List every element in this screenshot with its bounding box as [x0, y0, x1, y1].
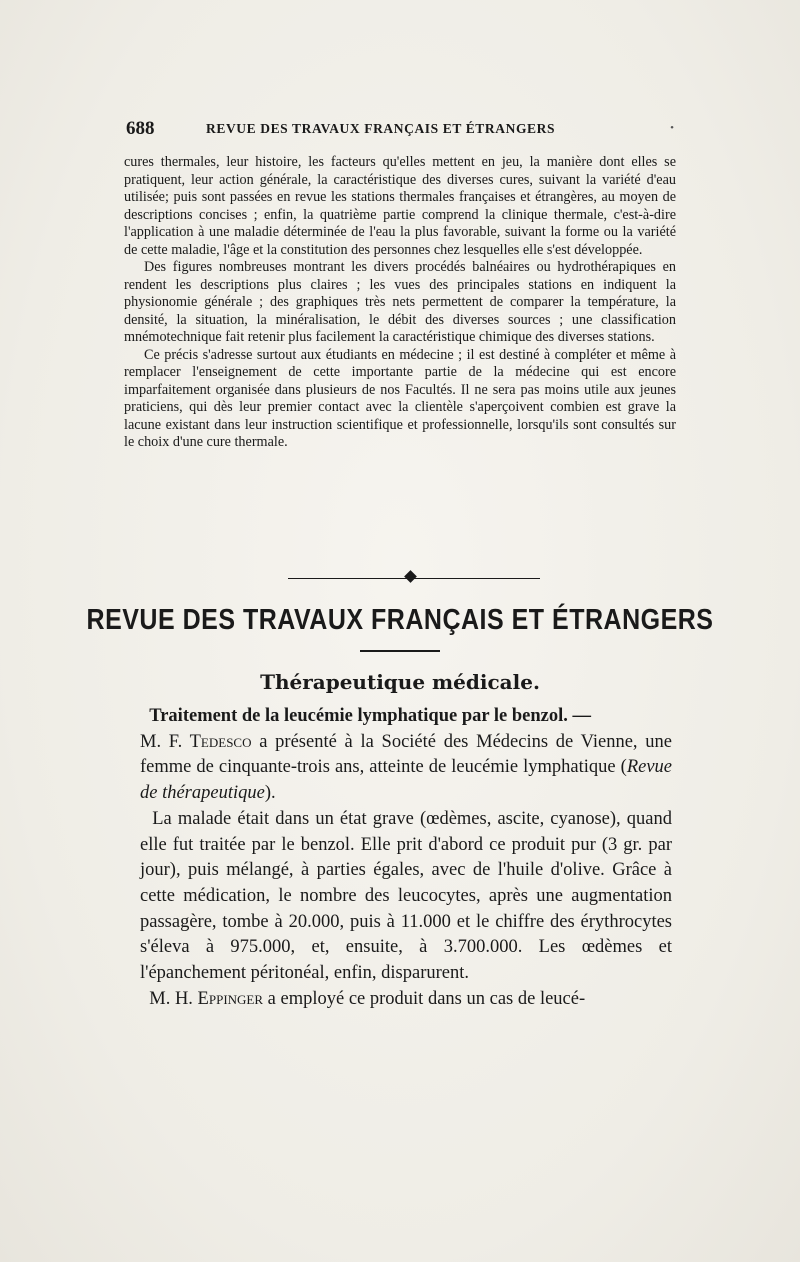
intro-paragraph-2: Des figures nombreuses montrant les divers procédés balnéaires ou hydrothérapiques en rendent les descriptions plus claires ; les vues des principales stations en indiquent la physionomie générale ; des graphiques très nets permettent de comparer la température, la densité, la situation, la minéralisation, le débit des diverses sources ; une classification mnémotechnique fait retenir plus facilement la caractéristique chimique des diverses stations. — [124, 259, 676, 345]
article-paragraph-3 — [140, 987, 672, 1013]
article-title: Traitement de la leucémie lymphatique par le benzol. — — [149, 706, 591, 726]
review-continuation — [124, 154, 676, 452]
subsection-title: Thérapeutique médicale. — [260, 670, 540, 694]
section-title: REVUE DES TRAVAUX FRANÇAIS ET ÉTRANGERS — [86, 603, 714, 637]
article-paragraph-1 — [140, 704, 672, 807]
article-body — [140, 704, 672, 1012]
running-head: REVUE DES TRAVAUX FRANÇAIS ET ÉTRANGERS — [206, 121, 556, 136]
header-mark: • — [670, 122, 674, 134]
page-number: 688 — [126, 118, 155, 139]
author-eppinger: M. H. Eppinger — [149, 988, 264, 1009]
intro-paragraph-1: cures thermales, leur histoire, les facteurs qu'elles mettent en jeu, la manière dont elles se pratiquent, leur action générale, la caractéristique des diverses cures, suivant la variété d'eau utilisée; puis sont passées en revue les stations thermales françaises et étrangères, au moyen de descriptions concises ; enfin, la quatrième partie comprend la clinique thermale, c'est-à-dire l'application à une maladie déterminée de l'eau la plus favorable, suivant la forme ou la variété de cette maladie, l'âge et la constitution des personnes chez lesquelles elle s'est développée. — [124, 154, 676, 258]
short-rule — [360, 650, 440, 652]
article-p1-text: a présenté à la Société des Médecins de Vienne, une femme de cinquante-trois ans, atteinte de leucémie lymphatique ( — [140, 731, 672, 778]
ornamental-rule — [288, 572, 540, 584]
source-citation: Revue de thérapeutique — [140, 757, 672, 804]
article-paragraph-2 — [140, 807, 672, 987]
article-p1-end: ). — [264, 783, 276, 804]
diamond-ornament-icon — [404, 570, 417, 583]
page-header — [126, 118, 674, 142]
intro-paragraph-3: Ce précis s'adresse surtout aux étudiants en médecine ; il est destiné à compléter et même à remplacer l'enseignement de cette importante partie de la médecine qui est encore imparfaitement organisée dans plusieurs de nos Facultés. Il ne sera pas moins utile aux jeunes praticiens, qui dès leur premier contact avec la clientèle s'aperçoivent combien est grave la lacune existant dans leur instruction scientifique et professionnelle, lorsqu'ils sont consultés sur le choix d'une cure thermale. — [124, 346, 676, 450]
author-tedesco: M. F. Tedesco — [140, 731, 252, 752]
article-p2-text: La malade était dans un état grave (œdèmes, ascite, cyanose), quand elle fut traitée par le benzol. Elle prit d'abord ce produit pur (3 gr. par jour), puis mélangé, à parties égales, avec de l'huile d'olive. Grâce à cette médication, le nombre des leucocytes, après une augmentation passagère, tombe à 20.000, puis à 11.000 et le chiffre des érythrocytes s'éleva à 975.000, et, ensuite, à 3.700.000. Les œdèmes et l'épanchement péritonéal, enfin, disparurent. — [140, 808, 672, 984]
article-p3-text: a employé ce produit dans un cas de leucé- — [263, 988, 586, 1009]
